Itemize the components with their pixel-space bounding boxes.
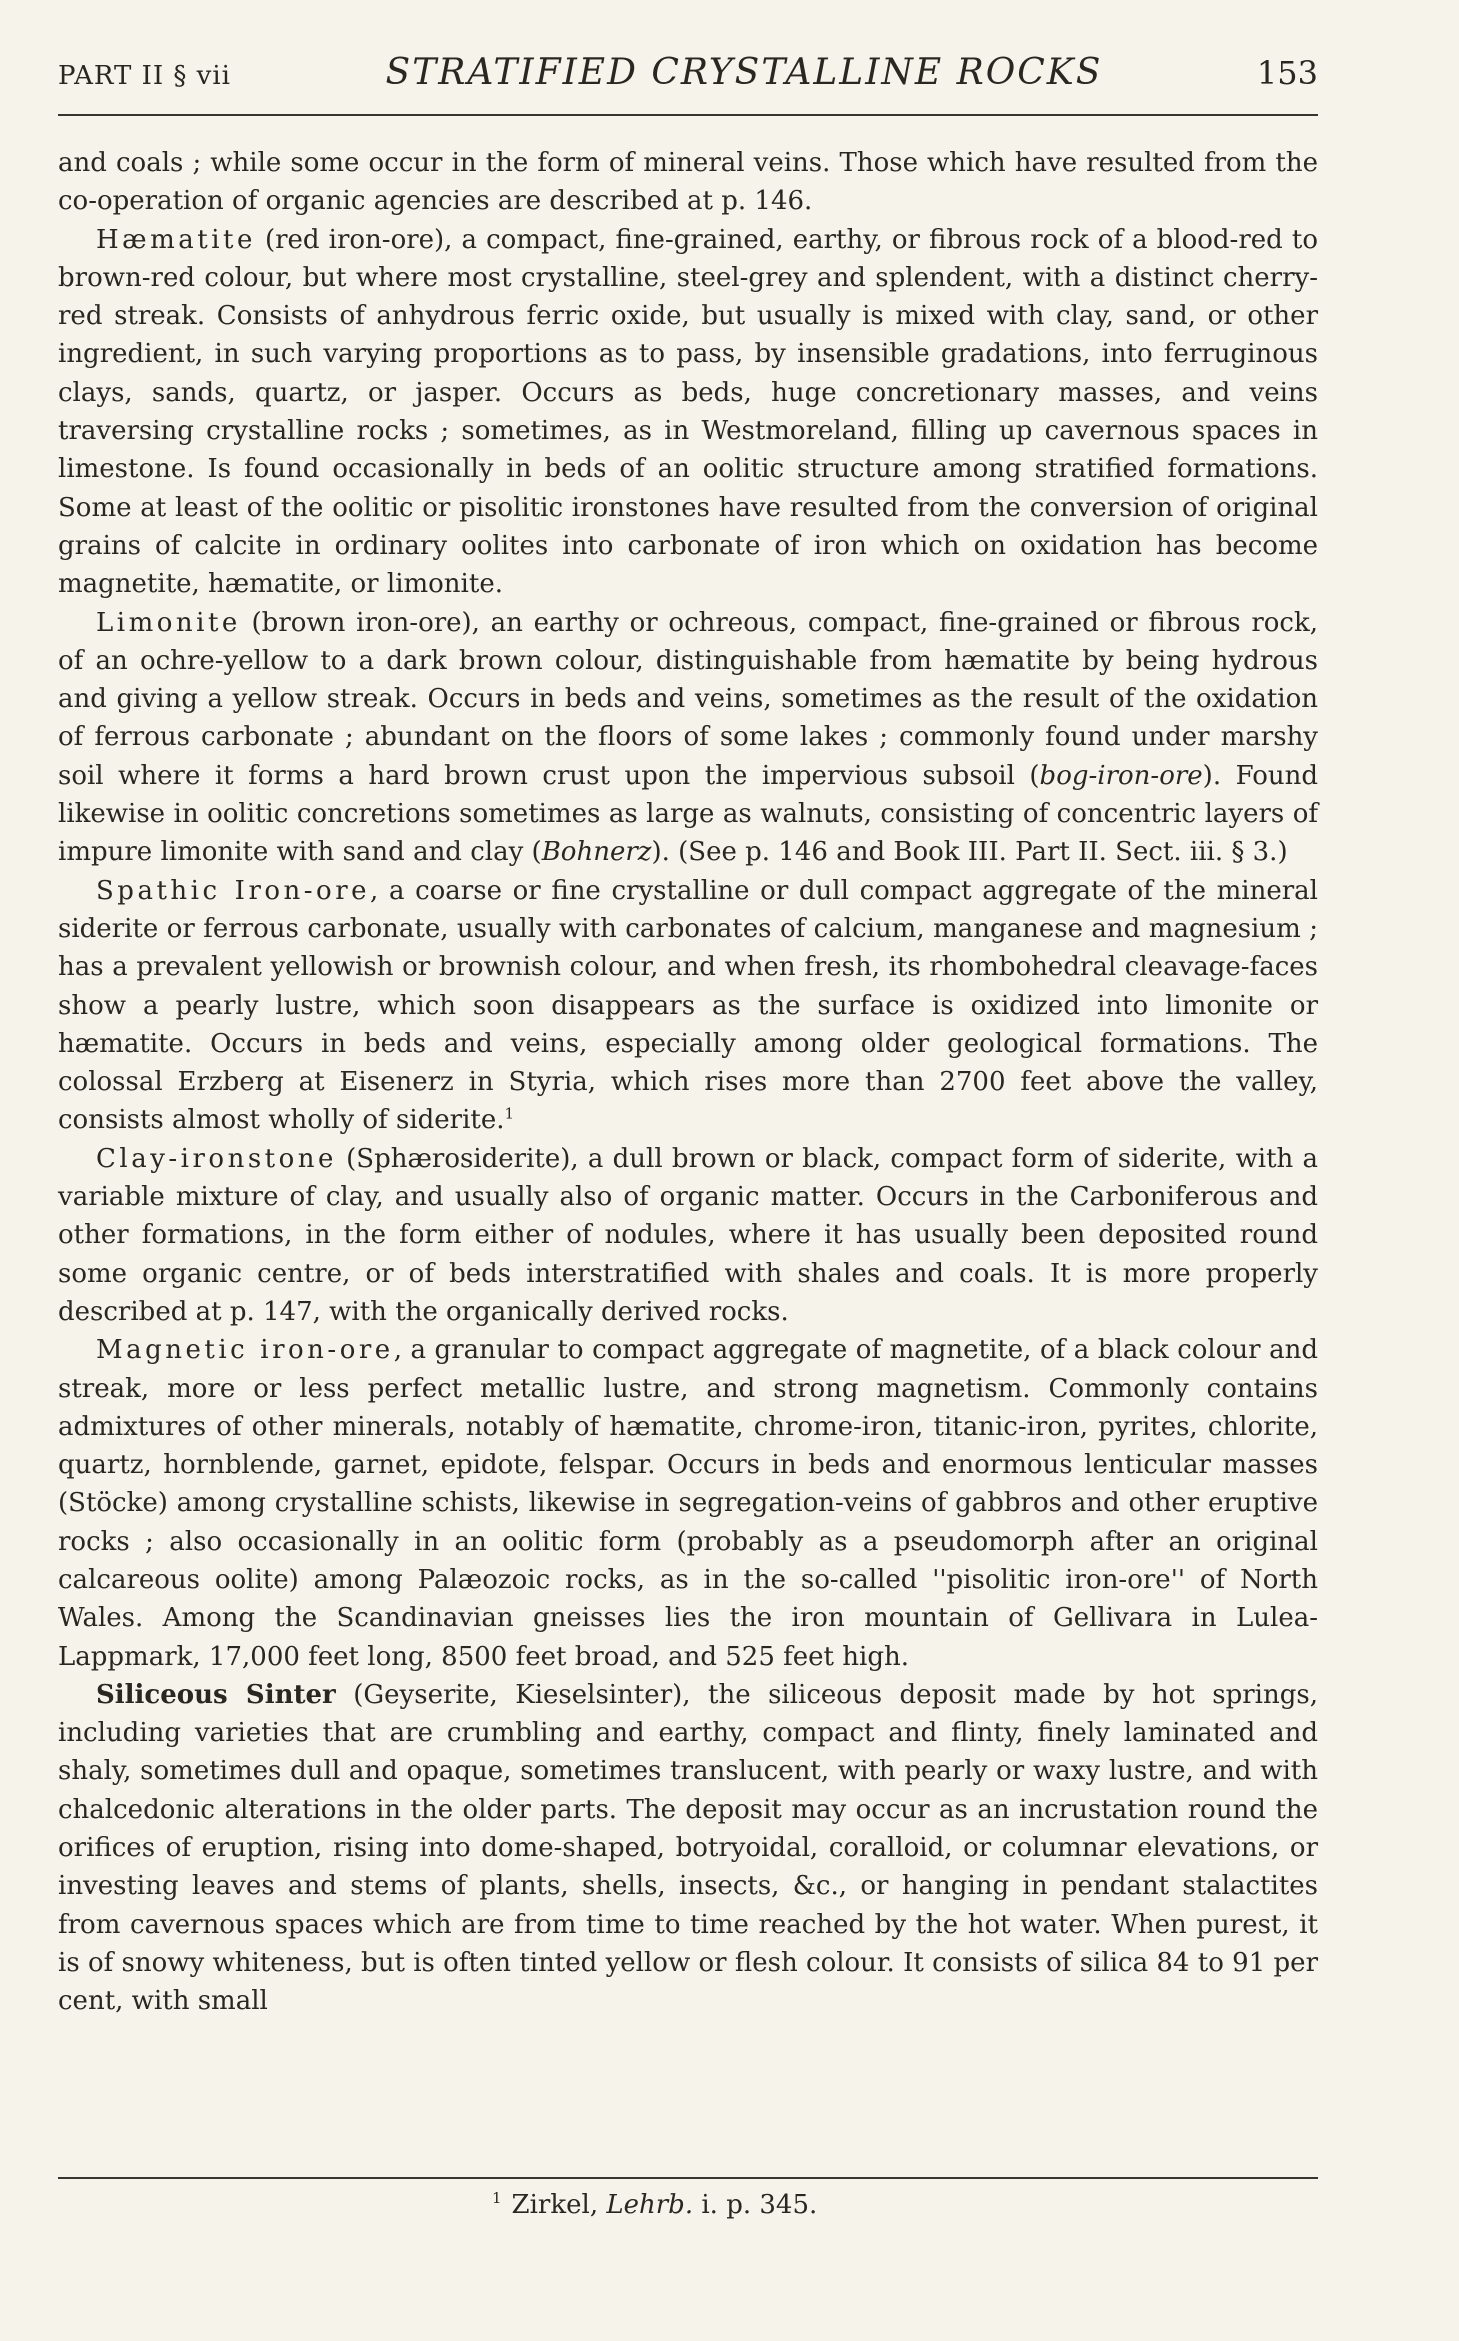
paragraph-haematite: Hæmatite (red iron-ore), a compact, fine-grained, earthy, or fibrous rock of a blood-red to brown-red colour, but where most crystalline, steel-grey and splendent, with a distinct cherry-red streak. Consists of anhydrous ferric oxide, but usually is mixed with clay, sand, or other ingredient, in such varying proportions as to pass, by insensible gradations, into ferruginous clays, sands, quartz, or jasper. Occurs as beds, huge concretionary masses, and veins traversing crystalline rocks ; sometimes, as in Westmoreland, filling up cavernous spaces in limestone. Is found occasionally in beds of an oolitic structure among stratified formations. Some at least of the oolitic or pisolitic ironstones have resulted from the conversion of original grains of calcite in ordinary oolites into carbonate of iron which on oxidation has become magnetite, hæmatite, or limonite. [58, 224, 1318, 600]
running-head [58, 52, 1318, 102]
footnote-reference: 1 [504, 1104, 515, 1123]
term-haematite: Hæmatite [96, 224, 256, 255]
paragraph-limonite: Limonite (brown iron-ore), an earthy or ochreous, compact, fine-grained or fibrous rock, of an ochre-yellow to a dark brown colour, distinguishable from hæmatite by being hydrous and giving a yellow streak. Occurs in beds and veins, sometimes as the result of the oxidation of ferrous carbonate ; abundant on the floors of some lakes ; commonly found under marshy soil where it forms a hard brown crust upon the impervious subsoil (bog-iron-ore). Found likewise in oolitic concretions sometimes as large as walnuts, consisting of concentric layers of impure limonite with sand and clay (Bohnerz). (See p. 146 and Book III. Part II. Sect. iii. § 3.) [58, 607, 1318, 868]
paragraph-clay-ironstone: Clay-ironstone (Sphærosiderite), a dull brown or black, compact form of siderite, with a variable mixture of clay, and usually also of organic matter. Occurs in the Carboniferous and other formations, in the form either of nodules, where it has usually been deposited round some organic centre, or of beds interstratified with shales and coals. It is more properly described at p. 147, with the organically derived rocks. [58, 1143, 1318, 1327]
paragraph-spathic-iron-ore: Spathic Iron-ore, a coarse or fine crystalline or dull compact aggregate of the mineral siderite or ferrous carbonate, usually with carbonates of calcium, manganese and magnesium ; has a prevalent yellowish or brownish colour, and when fresh, its rhombohedral cleavage-faces show a pearly lustre, which soon disappears as the surface is oxidized into limonite or hæmatite. Occurs in beds and veins, especially among older geological formations. The colossal Erzberg at Eisenerz in Styria, which rises more than 2700 feet above the valley, consists almost wholly of siderite.$^1$ [58, 875, 1318, 1136]
body-text [58, 144, 1318, 2021]
part-section-label: PART II § vii [58, 61, 231, 91]
header-rule [58, 114, 1318, 116]
paragraph-siliceous-sinter: Siliceous Sinter (Geyserite, Kieselsinter), the siliceous deposit made by hot springs, including varieties that are crumbling and earthy, compact and flinty, finely laminated and shaly, sometimes dull and opaque, sometimes translucent, with pearly or waxy lustre, and with chalcedonic alterations in the older parts. The deposit may occur as an incrustation round the orifices of eruption, rising into dome-shaped, botryoidal, coralloid, or columnar elevations, or investing leaves and stems of plants, shells, insects, &c., or hanging in pendant stalactites from cavernous spaces which are from time to time reached by the hot water. When purest, it is of snowy whiteness, but is often tinted yellow or flesh colour. It consists of silica 84 to 91 per cent, with small [58, 1679, 1318, 2017]
footnote-rule [58, 2177, 1318, 2179]
term-spathic-iron-ore: Spathic Iron-ore [96, 875, 371, 906]
term-magnetic-iron-ore: Magnetic iron-ore [96, 1335, 394, 1366]
footnote: $^1$ Zirkel, Lehrb. i. p. 345. [492, 2189, 818, 2220]
paragraph-continuation: and coals ; while some occur in the form of mineral veins. Those which have resulted from the co-operation of organic agencies are described at p. 146. [58, 148, 1318, 217]
term-siliceous-sinter: Siliceous Sinter [96, 1679, 336, 1710]
footnote-mark: 1 [492, 2189, 502, 2208]
page-title: STRATIFIED CRYSTALLINE ROCKS [385, 52, 1103, 93]
paragraph-magnetic-iron-ore: Magnetic iron-ore, a granular to compact aggregate of magnetite, of a black colour and streak, more or less perfect metallic lustre, and strong magnetism. Commonly contains admixtures of other minerals, notably of hæmatite, chrome-iron, titanic-iron, pyrites, chlorite, quartz, hornblende, garnet, epidote, felspar. Occurs in beds and enormous lenticular masses (Stöcke) among crystalline schists, likewise in segregation-veins of gabbros and other eruptive rocks ; also occasionally in an oolitic form (probably as a pseudomorph after an original calcareous oolite) among Palæozoic rocks, as in the so-called ''pisolitic iron-ore'' of North Wales. Among the Scandinavian gneisses lies the iron mountain of Gellivara in Lulea-Lappmark, 17,000 feet long, 8500 feet broad, and 525 feet high. [58, 1335, 1318, 1672]
term-clay-ironstone: Clay-ironstone [96, 1143, 337, 1174]
page-number: 153 [1256, 54, 1318, 92]
term-limonite: Limonite [96, 607, 241, 638]
